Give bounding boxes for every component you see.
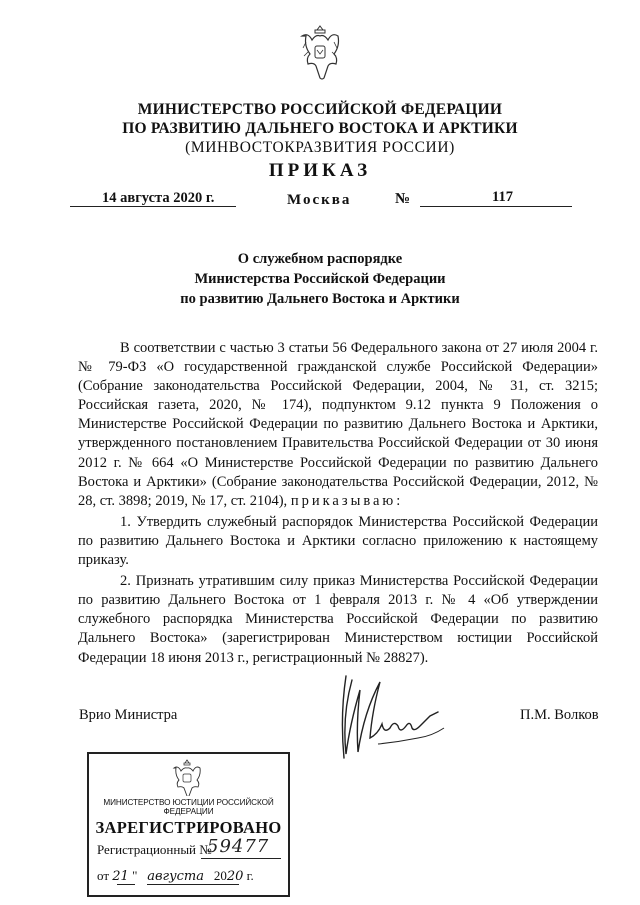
order-city: Москва	[287, 192, 352, 208]
number-underline	[420, 206, 572, 207]
number-sign: №	[395, 191, 411, 207]
stamp-registered-label: ЗАРЕГИСТРИРОВАНО	[95, 818, 282, 837]
date-underline	[70, 206, 236, 207]
order-body	[78, 339, 598, 668]
order-word: приказываю:	[290, 492, 404, 509]
ministry-header	[40, 100, 600, 157]
preamble-paragraph	[78, 339, 598, 511]
stamp-date-year: 20	[226, 869, 244, 884]
stamp-emblem-icon	[171, 758, 203, 796]
stamp-date-year-prefix: 20	[213, 868, 227, 883]
stamp-date-prefix: от	[97, 868, 110, 883]
stamp-regnum-value: 59477	[207, 836, 270, 857]
signatory-name: П.М. Волков	[520, 707, 599, 723]
doc-type-title: ПРИКАЗ	[268, 160, 372, 181]
stamp-regnum-label: Регистрационный №	[97, 842, 212, 857]
subject-line3: по развитию Дальнего Востока и Арктики	[180, 291, 460, 307]
order-subject	[100, 249, 540, 309]
signatory-position: Врио Министра	[79, 707, 178, 723]
stamp-date-day: 21	[112, 869, 129, 884]
stamp-month-underline	[147, 884, 239, 885]
ministry-abbr: (МИНВОСТОКРАЗВИТИЯ РОССИИ)	[185, 139, 455, 156]
registration-stamp	[87, 752, 290, 897]
subject-line2: Министерства Российской Федерации	[194, 271, 446, 287]
ministry-name-line2: ПО РАЗВИТИЮ ДАЛЬНЕГО ВОСТОКА И АРКТИКИ	[122, 120, 518, 137]
order-number: 117	[492, 189, 513, 205]
order-item-2: 2. Признать утратившим силу приказ Министерства Российской Федерации по развитию Дальнего Востока от 1 февраля 2013 г. № 4 «Об утверждении служебного распорядка Министерства Российской Федерации по развитию Дальнего Востока» (зарегистрирован Министерством юстиции Российской Федерации 18 июня 2013 г., регистрационный № 28827).	[78, 573, 598, 666]
coat-of-arms-icon	[296, 22, 344, 84]
handwritten-signature	[318, 668, 458, 768]
preamble-text: В соответствии с частью 3 статьи 56 Федерального закона от 27 июля 2004 г. № 79-ФЗ «О государственной гражданской службе Российской Федерации» (Собрание законодательства Российской Федерации, 2004, № 31, ст. 3215; Российская газета, 2020, № 174), подпунктом 9.12 пункта 9 Положения о Министерстве Российской Федерации по развитию Дальнего Востока и Арктики, утвержденного постановлением Правительства Российской Федерации от 30 июня 2012 г. № 664 «О Министерстве Российской Федерации по развитию Дальнего Востока и Арктики» (Собрание законодательства Российской Федерации, 2012, № 28, ст. 3898; 2019, № 17, ст. 2104),	[78, 340, 598, 509]
order-item-1: 1. Утвердить служебный распорядок Министерства Российской Федерации по развитию Дальнего Востока и Арктики согласно приложению к настоящему приказу.	[78, 513, 598, 569]
order-date: 14 августа 2020 г.	[102, 190, 215, 206]
stamp-date-suffix: г.	[246, 868, 254, 883]
stamp-day-underline	[117, 884, 135, 885]
stamp-ministry-name: МИНИСТЕРСТВО ЮСТИЦИИ РОССИЙСКОЙ ФЕДЕРАЦИИ	[103, 798, 274, 816]
stamp-date-month: августа	[147, 869, 205, 884]
stamp-date-row: от 21 " августа 2020 г.	[97, 868, 254, 884]
stamp-regnum-underline	[201, 858, 281, 859]
ministry-name-line1: МИНИСТЕРСТВО РОССИЙСКОЙ ФЕДЕРАЦИИ	[137, 101, 503, 118]
subject-line1: О служебном распорядке	[237, 251, 403, 267]
